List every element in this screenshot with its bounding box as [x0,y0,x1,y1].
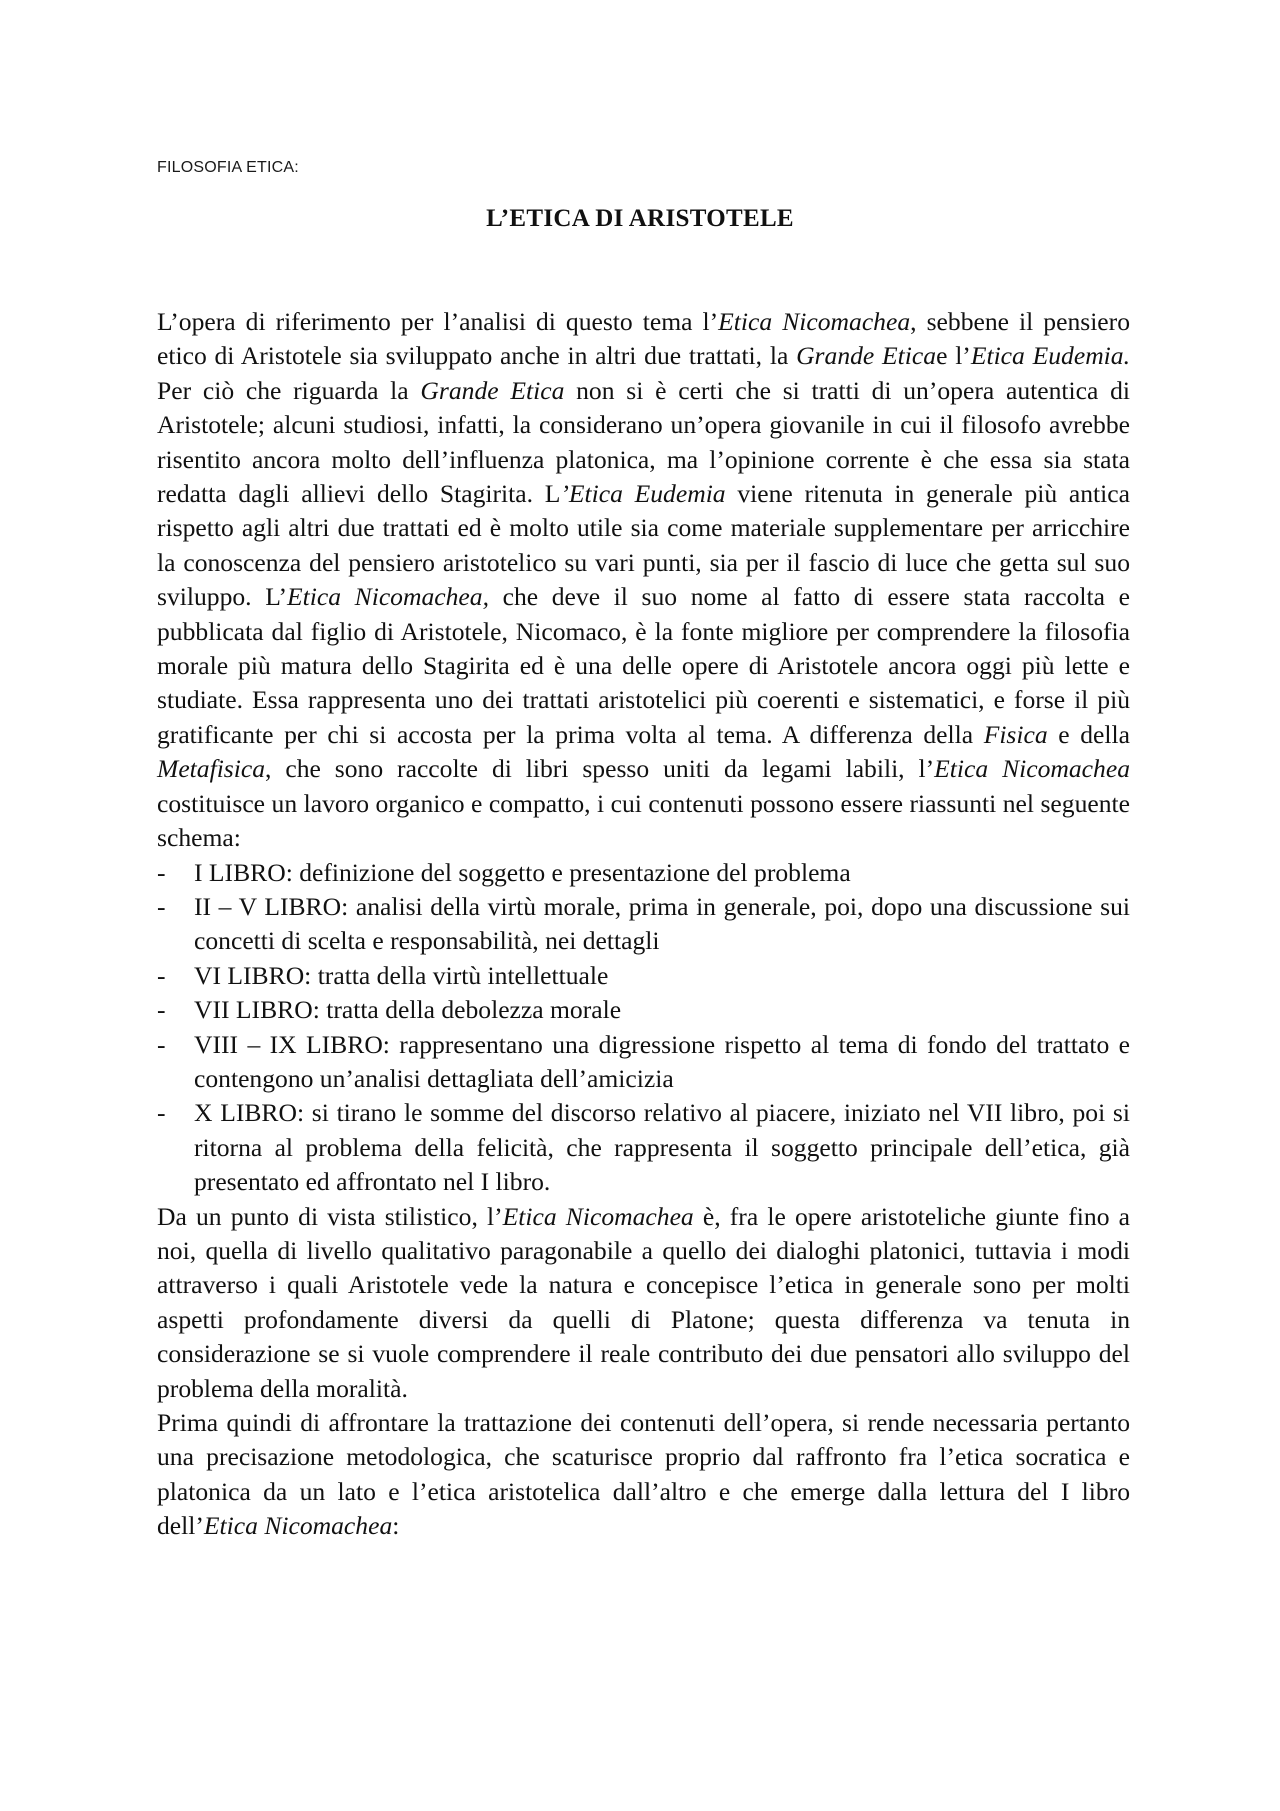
italic-title: Metafisica [157,754,266,784]
list-item-text: X LIBRO: si tirano le somme del discorso relativo al piacere, iniziato nel VII libro, poi si ritorna al problema della felicità, che rappresenta il soggetto principale dell’etica, già presentato ed affrontato nel I libro. [194,1098,1130,1197]
list-bullet: - [157,960,166,990]
text-run: : [392,1511,400,1541]
text-run: , sebbene il pensiero etico di Aristotele sia sviluppato anche in altri due trattati, la [157,307,1130,371]
italic-title: Grande Etica [796,341,937,371]
list-item [157,890,1130,959]
section-label: FILOSOFIA ETICA: [157,159,299,176]
list-item [157,993,1130,1027]
document-body [157,305,1130,1544]
style-paragraph [157,1200,1130,1406]
text-run: , che sono raccolte di libri spesso uniti da legami labili, l’ [265,754,935,784]
text-run: L’opera di riferimento per l’analisi di questo tema l’ [157,307,719,336]
text-run: e della [1047,719,1130,749]
italic-title: Grande Etica [420,375,565,405]
list-item-text: VIII – IX LIBRO: rappresentano una digressione rispetto al tema di fondo del trattato e contengono un’analisi dettagliata dell’amicizia [194,1029,1130,1093]
italic-title: Fisica [983,719,1048,749]
list-bullet: - [157,857,166,887]
list-item-text: I LIBRO: definizione del soggetto e presentazione del problema [194,857,851,887]
italic-title: Etica Nicomachea [718,307,911,336]
text-run: non si è certi che si tratti di un’opera autentica di Aristotele; alcuni studiosi, infatti, la considerano un’opera giovanile in cui il filosofo avrebbe risentito ancora molto dell’influenza platonica, ma l’opinione corrente è che essa sia stata redatta dagli allievi dello Stagirita. L [157,375,1130,509]
italic-title: Etica Nicomachea [502,1201,694,1231]
list-bullet: - [157,1098,166,1128]
italic-title: Etica Nicomachea, [287,582,489,612]
list-item-text: VI LIBRO: tratta della virtù intellettuale [194,960,609,990]
list-item-text: II – V LIBRO: analisi della virtù morale, prima in generale, poi, dopo una discussione sui concetti di scelta e responsabilità, nei dettagli [194,891,1130,956]
book-outline-list [157,856,1130,1200]
text-run: è, fra le opere aristoteliche giunte fino a noi, quella di livello qualitativo paragonabile a quello dei dialoghi platonici, tuttavia i modi attraverso i quali Aristotele vede la natura e concepisce l’etica in generale sono per molti aspetti profondamente diversi da quelli di Platone; questa differenza va tenuta in considerazione se si vuole comprendere il reale contributo dei due pensatori allo sviluppo del problema della moralità. [157,1201,1130,1403]
list-item-text: VII LIBRO: tratta della debolezza morale [194,995,622,1025]
intro-paragraph [157,305,1130,856]
list-item [157,959,1130,993]
text-run: Prima quindi di affrontare la trattazione dei contenuti dell’opera, si rende necessaria pertanto una precisazione metodologica, che scaturisce proprio dal raffronto fra l’etica socratica e platonica da un lato e l’etica aristotelica dall’altro e che emerge dalla lettura del I libro dell’ [157,1408,1130,1541]
text-run: e l’ [936,341,971,371]
list-bullet: - [157,1029,166,1059]
text-run: che deve il suo nome al fatto di essere stata raccolta e pubblicata dal figlio di Aristotele, Nicomaco, è la fonte migliore per comprendere la filosofia morale più matura dello Stagirita ed è una delle opere di Aristotele ancora oggi più lette e studiate. Essa rappresenta uno dei trattati aristotelici più coerenti e sistematici, e forse il più gratificante per chi si accosta per la prima volta al tema. A differenza della [157,582,1130,749]
text-run: Da un punto di vista stilistico, l’ [157,1201,503,1231]
list-item [157,1028,1130,1097]
italic-title: Etica Eudemia. [970,341,1130,371]
list-item [157,1096,1130,1199]
method-paragraph [157,1406,1130,1544]
text-run: costituisce un lavoro organico e compatto, i cui contenuti possono essere riassunti nel seguente schema: [157,788,1130,853]
italic-title: ’Etica Eudemia [560,479,726,509]
text-run: Per ciò che riguarda la [157,375,421,405]
text-run: viene ritenuta in generale più antica rispetto agli altri due trattati ed è molto utile sia come materiale supplementare per arricchire la conoscenza del pensiero aristotelico su vari punti, sia per il fascio di luce che getta sul suo sviluppo. L’ [157,479,1130,612]
italic-title: Etica Nicomachea [934,754,1131,784]
list-bullet: - [157,995,166,1025]
list-bullet: - [157,891,166,921]
italic-title: Etica Nicomachea [203,1511,393,1541]
list-item [157,856,1130,890]
document-title: L’ETICA DI ARISTOTELE [486,205,794,232]
